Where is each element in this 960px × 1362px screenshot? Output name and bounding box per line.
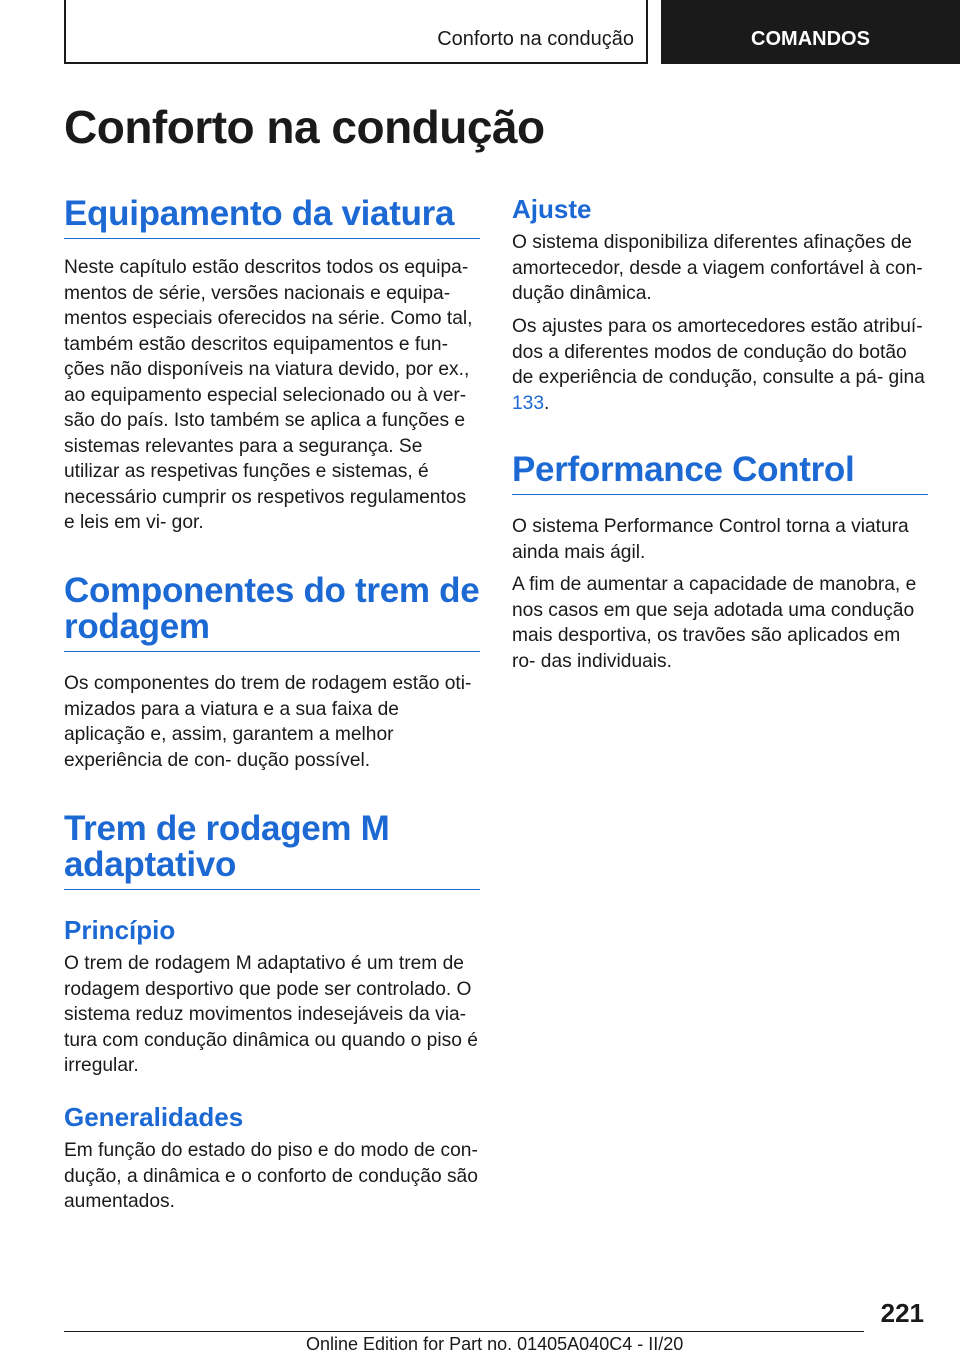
section-heading-chassis-components: Componentes do trem de rodagem — [64, 573, 480, 652]
subheading-general: Generalidades — [64, 1102, 244, 1132]
subheading-adjustment: Ajuste — [512, 194, 592, 224]
section-body-equipment: Neste capítulo estão descritos todos os equipa- mentos de série, versões nacionais e equipa- mentos especiais oferecidos na série. Como tal, também estão descritos equipamentos e fun- ções não disponíveis na viatura devido, por ex., ao equipamento especial selecionado ou à ver- são do país. Isto também se aplica a funções e sistemas relevantes para a segurança. Se utilizar as respetivas funções e sistemas, é necessário cumprir os respetivos regulamentos e leis em vi- gor. — [64, 257, 473, 533]
body-performance-control-1: O sistema Performance Control torna a viatura ainda mais ágil. — [512, 516, 909, 563]
page-title: Conforto na condução — [64, 101, 545, 153]
body-adjustment-2-end: . — [544, 392, 550, 414]
body-adjustment-2 — [512, 314, 928, 416]
section-body-chassis-components: Os componentes do trem de rodagem estão oti- mizados para a viatura e a sua faixa de aplicação e, assim, garantem a melhor experiência de con- dução possível. — [64, 673, 472, 771]
header-section-box — [64, 0, 648, 64]
body-performance-control-2: A fim de aumentar a capacidade de manobra, e nos casos em que seja adotada uma condução mais desportiva, os travões são aplicados em ro- das individuais. — [512, 574, 917, 672]
page-number: 221 — [880, 1298, 924, 1328]
subheading-principle: Princípio — [64, 915, 176, 945]
header-section-label: Conforto na condução — [437, 28, 634, 50]
footer-divider — [64, 1331, 864, 1332]
body-general: Em função do estado do piso e do modo de con- dução, a dinâmica e o conforto de condução são aumentados. — [64, 1140, 478, 1212]
header-chapter-label: COMANDOS — [751, 28, 870, 50]
section-heading-equipment: Equipamento da viatura — [64, 196, 480, 239]
page-reference-link[interactable]: 133 — [512, 392, 545, 414]
section-heading-performance-control: Performance Control — [512, 452, 928, 495]
body-adjustment-2-text: Os ajustes para os amortecedores estão atribuí- dos a diferentes modos de condução do botão de experiência de condução, consulte a pá- gina — [512, 316, 925, 388]
body-principle: O trem de rodagem M adaptativo é um trem de rodagem desportivo que pode ser controlado. O sistema reduz movimentos indesejáveis da via- tura com condução dinâmica ou quando o piso é irregular. — [64, 953, 478, 1076]
footer-edition: Online Edition for Part no. 01405A040C4 - II/20 — [306, 1334, 684, 1354]
section-heading-adaptive-m-chassis: Trem de rodagem M adaptativo — [64, 811, 480, 890]
header-chapter-tab[interactable] — [661, 0, 960, 64]
body-adjustment-1: O sistema disponibiliza diferentes afinações de amortecedor, desde a viagem confortável à con- dução dinâmica. — [512, 232, 923, 304]
